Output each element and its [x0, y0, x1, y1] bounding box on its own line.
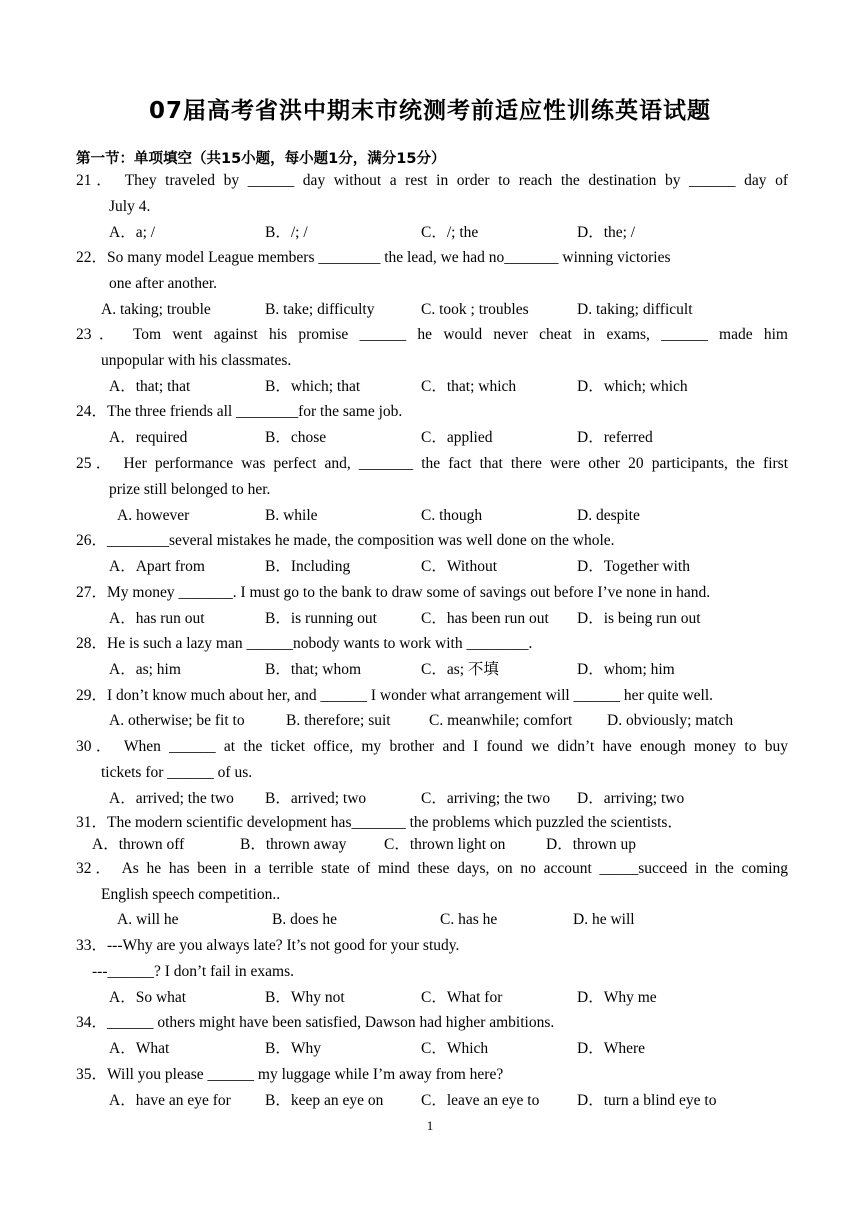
- question-26-option-c: C．Without: [421, 558, 498, 575]
- question-33-line-2: ---______? I don’t fail in exams.: [92, 963, 295, 980]
- question-34-option-b: B．Why: [265, 1040, 321, 1057]
- question-35-line-1: 35．Will you please ______ my luggage while I’m away from here?: [76, 1066, 504, 1083]
- question-26-option-b: B．Including: [265, 558, 351, 575]
- page-title: 07届高考省洪中期末市统测考前适应性训练英语试题: [148, 98, 711, 124]
- question-26-option-a: A．Apart from: [109, 558, 205, 575]
- question-21-line-1: 21． They traveled by ______ day without a rest in order to reach the destination by ______ day of: [76, 172, 788, 189]
- question-35-option-c: C．leave an eye to: [421, 1092, 540, 1109]
- question-23-line-1: 23． Tom went against his promise ______ he would never cheat in exams, ______ made him: [76, 326, 788, 343]
- question-28-line-1: 28．He is such a lazy man ______nobody wants to work with ________.: [76, 635, 533, 652]
- question-34-option-c: C．Which: [421, 1040, 489, 1057]
- question-22-line-2: one after another.: [109, 275, 218, 292]
- question-30-line-1: 30． When ______ at the ticket office, my brother and I found we didn’t have enough money to buy: [76, 738, 788, 755]
- question-29-option-b: B. therefore; suit: [286, 712, 391, 729]
- question-22-option-b: B. take; difficulty: [265, 301, 375, 318]
- question-24-option-a: A．required: [109, 429, 188, 446]
- question-21-line-2: July 4.: [109, 198, 151, 215]
- question-31-option-b: B．thrown away: [240, 836, 347, 853]
- question-28-option-b: B．that; whom: [265, 661, 362, 678]
- question-35-option-a: A．have an eye for: [109, 1092, 231, 1109]
- question-22-line-1: 22．So many model League members ________ the lead, we had no_______ winning victories: [76, 249, 671, 266]
- question-32-line-1: 32． As he has been in a terrible state of mind these days, on no account _____succeed in the coming: [76, 860, 788, 877]
- question-30-line-2: tickets for ______ of us.: [101, 764, 253, 781]
- question-35-option-b: B．keep an eye on: [265, 1092, 384, 1109]
- question-29-option-d: D. obviously; match: [607, 712, 734, 729]
- question-32-line-2: English speech competition..: [101, 886, 281, 903]
- page-number: 1: [426, 1118, 434, 1133]
- question-31-option-c: C．thrown light on: [384, 836, 506, 853]
- question-23-line-2: unpopular with his classmates.: [101, 352, 292, 369]
- question-33-option-a: A．So what: [109, 989, 187, 1006]
- question-27-option-d: D．is being run out: [577, 610, 701, 627]
- question-32-option-b: B. does he: [272, 911, 338, 928]
- question-25-option-b: B. while: [265, 507, 318, 524]
- question-21-option-c: C．/; the: [421, 224, 479, 241]
- question-33-option-d: D．Why me: [577, 989, 657, 1006]
- question-22-option-d: D. taking; difficult: [577, 301, 693, 318]
- question-24-option-c: C．applied: [421, 429, 493, 446]
- question-34-option-a: A．What: [109, 1040, 170, 1057]
- question-26-option-d: D．Together with: [577, 558, 690, 575]
- question-32-option-d: D. he will: [573, 911, 635, 928]
- question-23-option-d: D．which; which: [577, 378, 688, 395]
- question-22-option-a: A. taking; trouble: [101, 301, 211, 318]
- question-25-line-1: 25． Her performance was perfect and, _______ the fact that there were other 20 participants, the first: [76, 455, 788, 472]
- question-24-option-d: D．referred: [577, 429, 653, 446]
- question-32-option-a: A. will he: [117, 911, 179, 928]
- question-34-line-1: 34．______ others might have been satisfied, Dawson had higher ambitions.: [76, 1014, 555, 1031]
- question-21-option-a: A．a; /: [109, 224, 156, 241]
- question-21-option-d: D．the; /: [577, 224, 636, 241]
- question-27-option-b: B．is running out: [265, 610, 377, 627]
- question-29-option-c: C. meanwhile; comfort: [429, 712, 573, 729]
- question-27-option-c: C．has been run out: [421, 610, 549, 627]
- question-30-option-d: D．arriving; two: [577, 790, 685, 807]
- question-25-line-2: prize still belonged to her.: [109, 481, 271, 498]
- question-29-option-a: A. otherwise; be fit to: [109, 712, 245, 729]
- question-21-option-b: B．/; /: [265, 224, 308, 241]
- question-30-option-a: A．arrived; the two: [109, 790, 234, 807]
- question-33-option-b: B．Why not: [265, 989, 345, 1006]
- question-31-option-a: A．thrown off: [92, 836, 185, 853]
- question-25-option-d: D. despite: [577, 507, 640, 524]
- question-25-option-a: A. however: [117, 507, 190, 524]
- question-31-line-1: 31．The modern scientific development has_______ the problems which puzzled the scientists．: [76, 814, 683, 831]
- question-27-option-a: A．has run out: [109, 610, 205, 627]
- question-26-line-1: 26．________several mistakes he made, the composition was well done on the whole.: [76, 532, 615, 549]
- question-31-option-d: D．thrown up: [546, 836, 636, 853]
- question-32-option-c: C. has he: [440, 911, 498, 928]
- question-24-line-1: 24．The three friends all ________for the same job.: [76, 403, 403, 420]
- question-35-option-d: D．turn a blind eye to: [577, 1092, 717, 1109]
- question-34-option-d: D．Where: [577, 1040, 645, 1057]
- question-22-option-c: C. took ; troubles: [421, 301, 529, 318]
- question-28-option-a: A．as; him: [109, 661, 181, 678]
- section-heading: 第一节：单项填空（共15小题，每小题1分，满分15分）: [76, 151, 446, 167]
- question-29-line-1: 29．I don’t know much about her, and ______ I wonder what arrangement will ______ her quite well.: [76, 687, 714, 704]
- question-27-line-1: 27．My money _______. I must go to the bank to draw some of savings out before I’ve none in hand.: [76, 584, 711, 601]
- question-24-option-b: B．chose: [265, 429, 327, 446]
- question-23-option-b: B．which; that: [265, 378, 361, 395]
- question-25-option-c: C. though: [421, 507, 483, 524]
- question-33-option-c: C．What for: [421, 989, 503, 1006]
- question-28-option-c: C．as; 不填: [421, 661, 499, 678]
- question-23-option-c: C．that; which: [421, 378, 517, 395]
- question-23-option-a: A．that; that: [109, 378, 191, 395]
- question-33-line-1: 33．---Why are you always late? It’s not good for your study.: [76, 937, 460, 954]
- question-30-option-c: C．arriving; the two: [421, 790, 551, 807]
- question-30-option-b: B．arrived; two: [265, 790, 367, 807]
- question-28-option-d: D．whom; him: [577, 661, 675, 678]
